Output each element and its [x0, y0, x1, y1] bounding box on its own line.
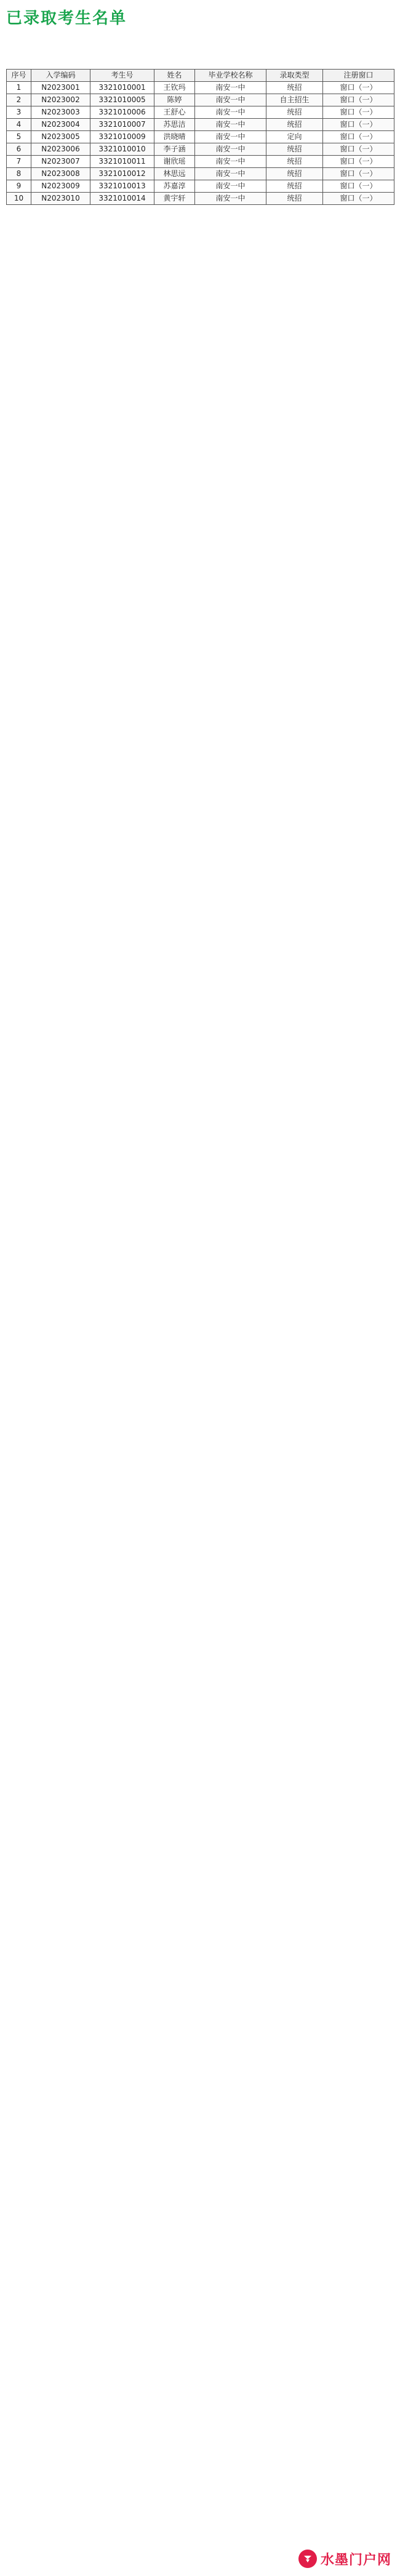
table-cell: 王钦玛 — [154, 82, 195, 94]
table-cell: N2023001 — [31, 82, 90, 94]
table-cell: 李子涵 — [154, 143, 195, 156]
table-cell: 窗口（一） — [323, 193, 394, 205]
table-cell: 南安一中 — [195, 106, 266, 119]
table-cell: 窗口（一） — [323, 143, 394, 156]
table-cell: N2023005 — [31, 131, 90, 143]
table-cell: 南安一中 — [195, 180, 266, 193]
table-cell: 3321010006 — [90, 106, 154, 119]
table-cell: 4 — [7, 119, 31, 131]
page-title: 已录取考生名单 — [6, 9, 127, 28]
table-cell: 窗口（一） — [323, 106, 394, 119]
table-cell: 统招 — [266, 193, 323, 205]
table-cell: 3321010011 — [90, 156, 154, 168]
table-cell: 统招 — [266, 143, 323, 156]
table-cell: 3321010009 — [90, 131, 154, 143]
watermark-glyph-icon — [302, 2553, 313, 2564]
table-cell: N2023007 — [31, 156, 90, 168]
table-cell: 3321010001 — [90, 82, 154, 94]
table-cell: 窗口（一） — [323, 180, 394, 193]
table-row — [7, 156, 394, 168]
admission-table-container — [6, 69, 394, 205]
table-cell: 3321010012 — [90, 168, 154, 180]
table-cell: 窗口（一） — [323, 156, 394, 168]
watermark-text: 水墨门户网 — [320, 2552, 391, 2568]
table-cell: N2023003 — [31, 106, 90, 119]
table-cell: 苏思洁 — [154, 119, 195, 131]
table-cell: 9 — [7, 180, 31, 193]
table-cell: 窗口（一） — [323, 82, 394, 94]
table-row — [7, 82, 394, 94]
table-cell: 统招 — [266, 168, 323, 180]
table-cell: 3321010014 — [90, 193, 154, 205]
table-cell: 2 — [7, 94, 31, 106]
table-cell: 苏嘉淳 — [154, 180, 195, 193]
table-cell: 3321010005 — [90, 94, 154, 106]
table-cell: 南安一中 — [195, 94, 266, 106]
table-cell: N2023008 — [31, 168, 90, 180]
table-cell: 南安一中 — [195, 156, 266, 168]
column-header: 入学编码 — [31, 70, 90, 82]
table-cell: 谢欣瑶 — [154, 156, 195, 168]
table-cell: 南安一中 — [195, 131, 266, 143]
table-row — [7, 106, 394, 119]
table-cell: 1 — [7, 82, 31, 94]
table-cell: N2023002 — [31, 94, 90, 106]
table-cell: 南安一中 — [195, 82, 266, 94]
table-cell: 陈婷 — [154, 94, 195, 106]
table-cell: 统招 — [266, 106, 323, 119]
table-body — [7, 82, 394, 205]
table-row — [7, 180, 394, 193]
table-cell: N2023010 — [31, 193, 90, 205]
table-cell: 6 — [7, 143, 31, 156]
table-cell: 3321010007 — [90, 119, 154, 131]
admission-table — [6, 69, 394, 205]
table-cell: N2023004 — [31, 119, 90, 131]
table-cell: 南安一中 — [195, 143, 266, 156]
table-cell: 南安一中 — [195, 168, 266, 180]
table-row — [7, 119, 394, 131]
table-cell: 统招 — [266, 119, 323, 131]
table-cell: 统招 — [266, 82, 323, 94]
watermark — [298, 2548, 391, 2570]
header-row — [7, 70, 394, 82]
table-cell: 黄宇轩 — [154, 193, 195, 205]
watermark-logo-icon — [298, 2550, 317, 2568]
column-header: 序号 — [7, 70, 31, 82]
table-cell: 自主招生 — [266, 94, 323, 106]
table-cell: 王舒心 — [154, 106, 195, 119]
table-cell: 南安一中 — [195, 119, 266, 131]
column-header: 毕业学校名称 — [195, 70, 266, 82]
table-cell: 3321010013 — [90, 180, 154, 193]
table-row — [7, 193, 394, 205]
column-header: 姓名 — [154, 70, 195, 82]
column-header: 注册窗口 — [323, 70, 394, 82]
table-cell: 定向 — [266, 131, 323, 143]
table-row — [7, 131, 394, 143]
table-cell: 统招 — [266, 156, 323, 168]
table-cell: 3 — [7, 106, 31, 119]
table-cell: 10 — [7, 193, 31, 205]
table-header — [7, 70, 394, 82]
table-cell: 窗口（一） — [323, 94, 394, 106]
table-cell: 5 — [7, 131, 31, 143]
table-cell: 窗口（一） — [323, 168, 394, 180]
column-header: 录取类型 — [266, 70, 323, 82]
table-cell: 窗口（一） — [323, 119, 394, 131]
table-cell: 3321010010 — [90, 143, 154, 156]
table-cell: N2023009 — [31, 180, 90, 193]
column-header: 考生号 — [90, 70, 154, 82]
table-cell: N2023006 — [31, 143, 90, 156]
table-row — [7, 94, 394, 106]
table-cell: 7 — [7, 156, 31, 168]
table-cell: 统招 — [266, 180, 323, 193]
table-cell: 林思远 — [154, 168, 195, 180]
table-row — [7, 143, 394, 156]
table-cell: 8 — [7, 168, 31, 180]
table-cell: 窗口（一） — [323, 131, 394, 143]
table-row — [7, 168, 394, 180]
table-cell: 洪晓晴 — [154, 131, 195, 143]
table-cell: 南安一中 — [195, 193, 266, 205]
